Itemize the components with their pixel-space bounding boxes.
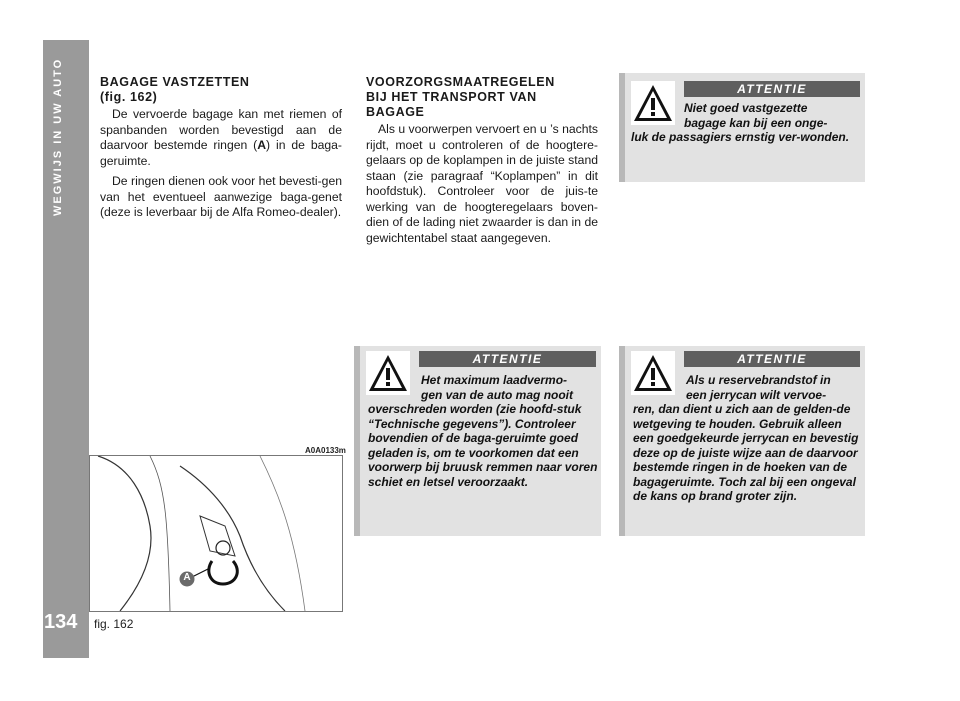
warning-label: ATTENTIE xyxy=(684,81,860,97)
section-heading xyxy=(366,75,598,120)
text-run: ) in de baga-geruimte. xyxy=(100,138,342,168)
warning-text xyxy=(368,373,598,489)
warning-label: ATTENTIE xyxy=(684,351,860,367)
heading-line: BAGAGE xyxy=(366,105,425,119)
text-line: gen van de auto mag nooit xyxy=(421,387,574,402)
text-line: luk de passagiers ernstig ver-wonden. xyxy=(631,130,850,144)
figure-marker-a: A xyxy=(183,572,191,583)
text-line: een jerrycan wilt vervoe- xyxy=(686,387,827,402)
section-voorzorgsmaatregelen xyxy=(366,75,598,251)
text-run: De vervoerde bagage kan met riemen of spanbanden worden bevestigd aan de daarvoor bestemde ringen ( xyxy=(100,107,342,152)
text-line: Niet goed vastgezette xyxy=(684,101,808,115)
paragraph: Als u voorwerpen vervoert en u ’s nachts rijdt, moet u controleren of de hoogtere-gelaars op de koplampen in de juiste stand staan (zie paragraaf “Koplampen” in dit hoofdstuk). Controleer voor de juis-te werking van de hoogteregelaars boven-dien of de lading niet zwaarder is dan in de gewichtentabel staat aangegeven. xyxy=(366,122,598,245)
section-bagage-vastzetten xyxy=(100,75,342,226)
warning-text xyxy=(633,373,863,504)
warning-box xyxy=(619,346,865,536)
text-line: overschreden worden (zie hoofd-stuk “Technische gegevens”). Controleer bovendien of de baga-geruimte goed geladen is, om te voorkomen dat een voorwerp bij bruusk remmen naar voren schiet en letsel veroorzaakt. xyxy=(368,402,598,489)
text-line: bagage kan bij een onge- xyxy=(684,115,828,130)
heading-line: VOORZORGSMAATREGELEN xyxy=(366,75,555,89)
text-line: ren, dan dient u zich aan de gelden-de wetgeving te houden. Gebruik alleen een goedgekeurde jerrycan en bevestig deze op de juiste wijze aan de daarvoor bestemde ringen in de hoeken van de bagageruimte. Toch zal bij een ongeval de kans op brand groter zijn. xyxy=(633,402,859,503)
text-line: Het maximum laadvermo- xyxy=(421,373,568,387)
warning-text xyxy=(631,101,861,145)
heading-line: BIJ HET TRANSPORT VAN xyxy=(366,90,537,104)
luggage-ring-illustration xyxy=(90,456,342,611)
paragraph xyxy=(100,107,342,169)
figure-code: A0A0133m xyxy=(305,446,346,455)
paragraph: De ringen dienen ook voor het bevesti-gen van het eventueel aanwezige baga-genet (deze is leverbaar bij de Alfa Romeo-dealer). xyxy=(100,174,342,219)
warning-box xyxy=(619,73,865,182)
warning-label: ATTENTIE xyxy=(419,351,596,367)
heading-line: BAGAGE VASTZETTEN xyxy=(100,75,250,89)
section-heading xyxy=(100,75,342,105)
figure-caption: fig. 162 xyxy=(94,617,134,631)
text-line: Als u reservebrandstof in xyxy=(686,373,831,387)
heading-line: (fig. 162) xyxy=(100,90,158,104)
chapter-title: WEGWIJS IN UW AUTO xyxy=(52,58,64,217)
page-number: 134 xyxy=(44,611,78,633)
marker-a: A xyxy=(257,138,267,152)
warning-box xyxy=(354,346,601,536)
figure-illustration xyxy=(89,455,343,612)
